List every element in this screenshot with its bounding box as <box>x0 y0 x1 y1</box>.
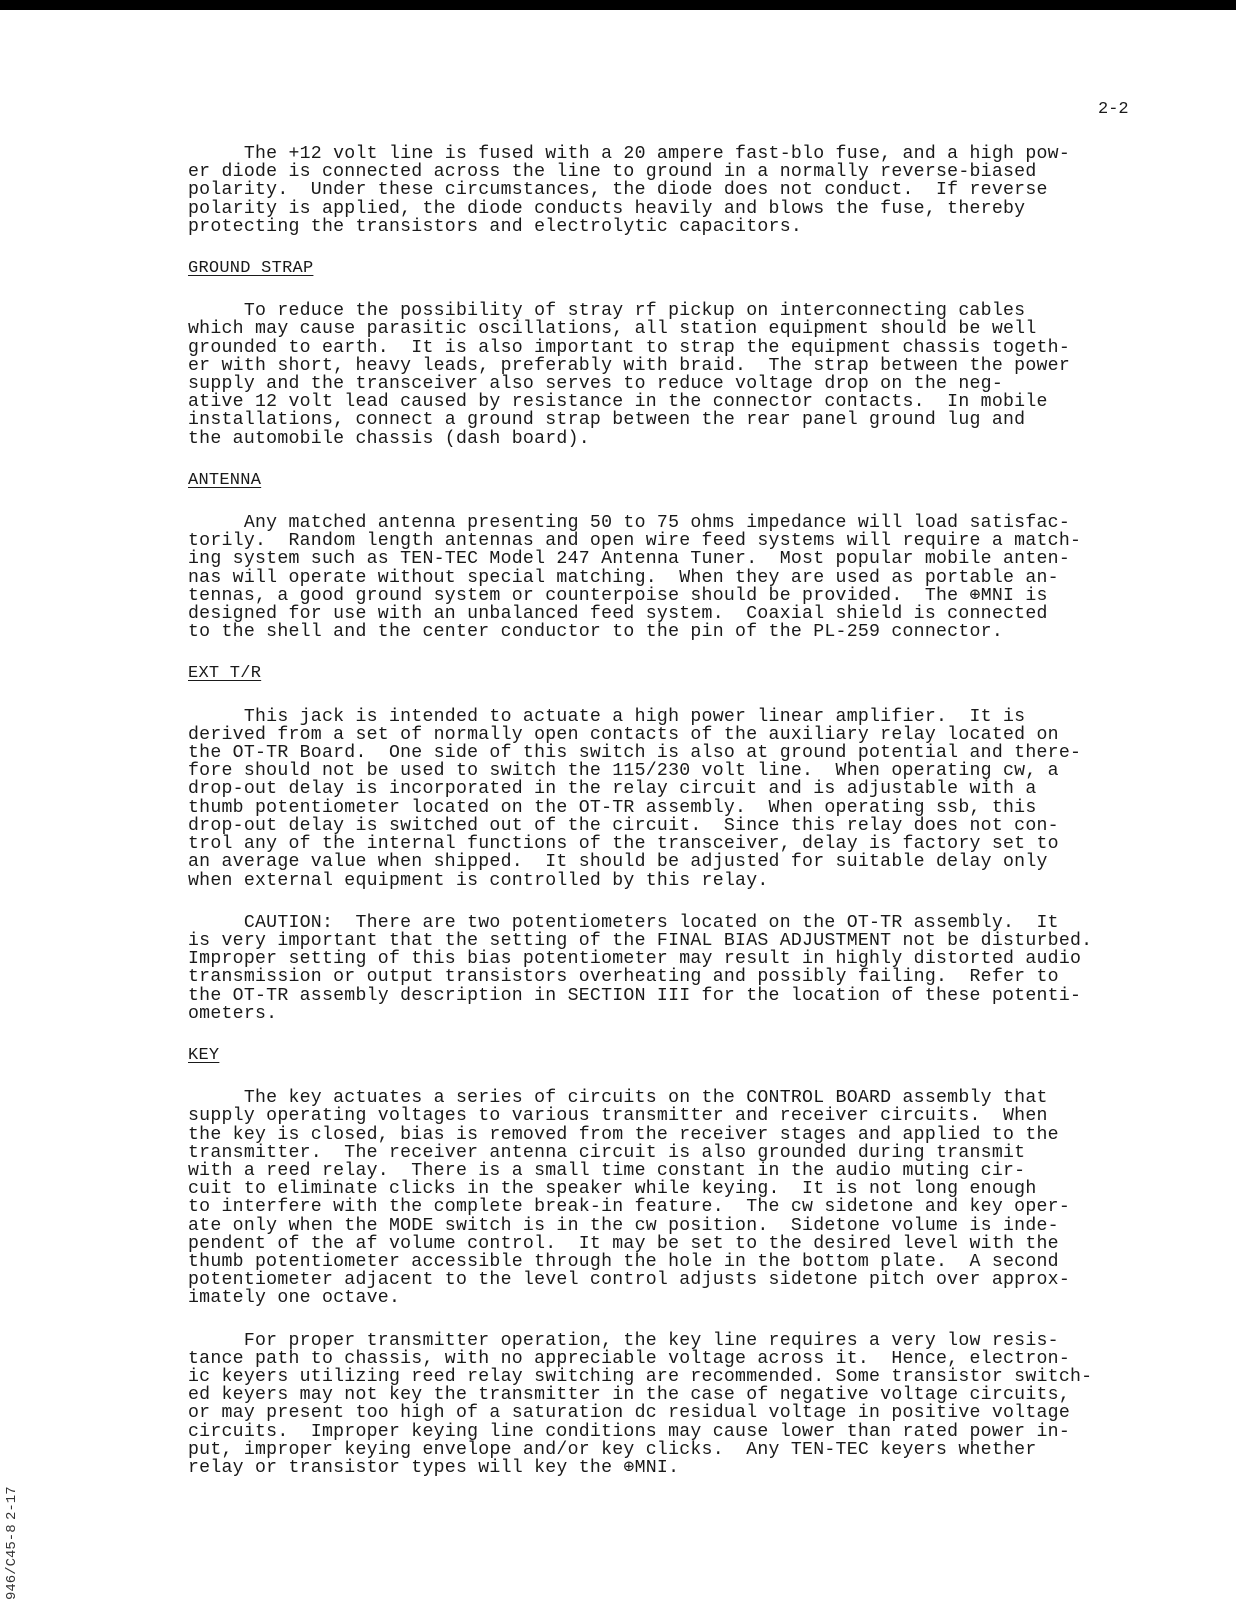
margin-note-1: 2-17 <box>4 1486 20 1520</box>
document-body <box>188 145 1116 1477</box>
heading-ground-strap: GROUND STRAP <box>188 259 314 279</box>
ground-strap-paragraph: To reduce the possibility of stray rf pickup on interconnecting cables which may cause parasitic oscillations, all station equipment should be well grounded to earth. It is also important to strap the equipment chassis togeth- er with short, heavy leads, preferably with braid. The strap between the power supply and the transceiver also serves to reduce voltage drop on the neg- ative 12 volt lead caused by resistance in the connector contacts. In mobile installations, connect a ground strap between the rear panel ground lug and the automobile chassis (dash board). <box>188 301 1070 449</box>
margin-notes <box>0 1460 20 1600</box>
intro-paragraph: The +12 volt line is fused with a 20 ampere fast-blo fuse, and a high pow- er diode is connected across the line to ground in a normally reverse-biased polarity. Under these circumstances, the diode does not conduct. If reverse polarity is applied, the diode conducts heavily and blows the fuse, thereby protecting the transistors and electrolytic capacitors. <box>188 144 1070 237</box>
scan-top-border <box>0 0 1236 10</box>
ext-tr-paragraph: This jack is intended to actuate a high power linear amplifier. It is derived from a set of normally open contacts of the auxiliary relay located on the OT-TR Board. One side of this switch is also at ground potential and there- fore should not be used to switch the 115/230 volt line. When operating cw, a drop-out delay is incorporated in the relay circuit and is adjustable with a thumb potentiometer located on the OT-TR assembly. When operating ssb, this drop-out delay is switched out of the circuit. Since this relay does not con- trol any of the internal functions of the transceiver, delay is factory set to an average value when shipped. It should be adjusted for suitable delay only when external equipment is controlled by this relay. <box>188 706 1082 891</box>
margin-note-2: 946/C45-8 <box>4 1524 20 1600</box>
key-paragraph: The key actuates a series of circuits on the CONTROL BOARD assembly that supply operating voltages to various transmitter and receiver circuits. When the key is closed, bias is removed from the receiver stages and applied to the transmitter. The receiver antenna circuit is also grounded during transmit with a reed relay. There is a small time constant in the audio muting cir- cuit to eliminate clicks in the speaker while keying. It is not long enough to interfere with the complete break-in feature. The cw sidetone and key oper- ate only when the MODE switch is in the cw position. Sidetone volume is inde- pendent of the af volume control. It may be set to the desired level with the thumb potentiometer accessible through the hole in the bottom plate. A second potentiometer adjacent to the level control adjusts sidetone pitch over approx- imately one octave. <box>188 1088 1070 1309</box>
heading-key: KEY <box>188 1045 220 1065</box>
heading-ext-tr: EXT T/R <box>188 664 262 684</box>
caution-paragraph: CAUTION: There are two potentiometers located on the OT-TR assembly. It is very important that the setting of the FINAL BIAS ADJUSTMENT not be disturbed. Improper setting of this bias potentiometer may result in highly distorted audio transmission or output transistors overheating and possibly failing. Refer to the OT-TR assembly description in SECTION III for the location of these potenti- ometers. <box>188 912 1093 1024</box>
antenna-paragraph: Any matched antenna presenting 50 to 75 ohms impedance will load satisfac- torily. Random length antennas and open wire feed systems will require a match- ing system such as TEN-TEC Model 247 Antenna Tuner. Most popular mobile anten- nas will operate without special matching. When they are used as portable an- tennas, a good ground system or counterpoise should be provided. The ⊕MNI is designed for use with an unbalanced feed system. Coaxial shield is connected to the shell and the center conductor to the pin of the PL-259 connector. <box>188 513 1082 643</box>
page-number: 2-2 <box>1098 100 1129 119</box>
heading-antenna: ANTENNA <box>188 470 262 490</box>
key-line-paragraph: For proper transmitter operation, the key line requires a very low resis- tance path to chassis, with no appreciable voltage across it. Hence, electron- ic keyers utilizing reed relay switching are recommended. Some transistor switch- ed keyers may not key the transmitter in the case of negative voltage circuits, or may present too high of a saturation dc residual voltage in positive voltage circuits. Improper keying line conditions may cause lower than rated power in- put, improper keying envelope and/or key clicks. Any TEN-TEC keyers whether relay or transistor types will key the ⊕MNI. <box>188 1330 1093 1478</box>
